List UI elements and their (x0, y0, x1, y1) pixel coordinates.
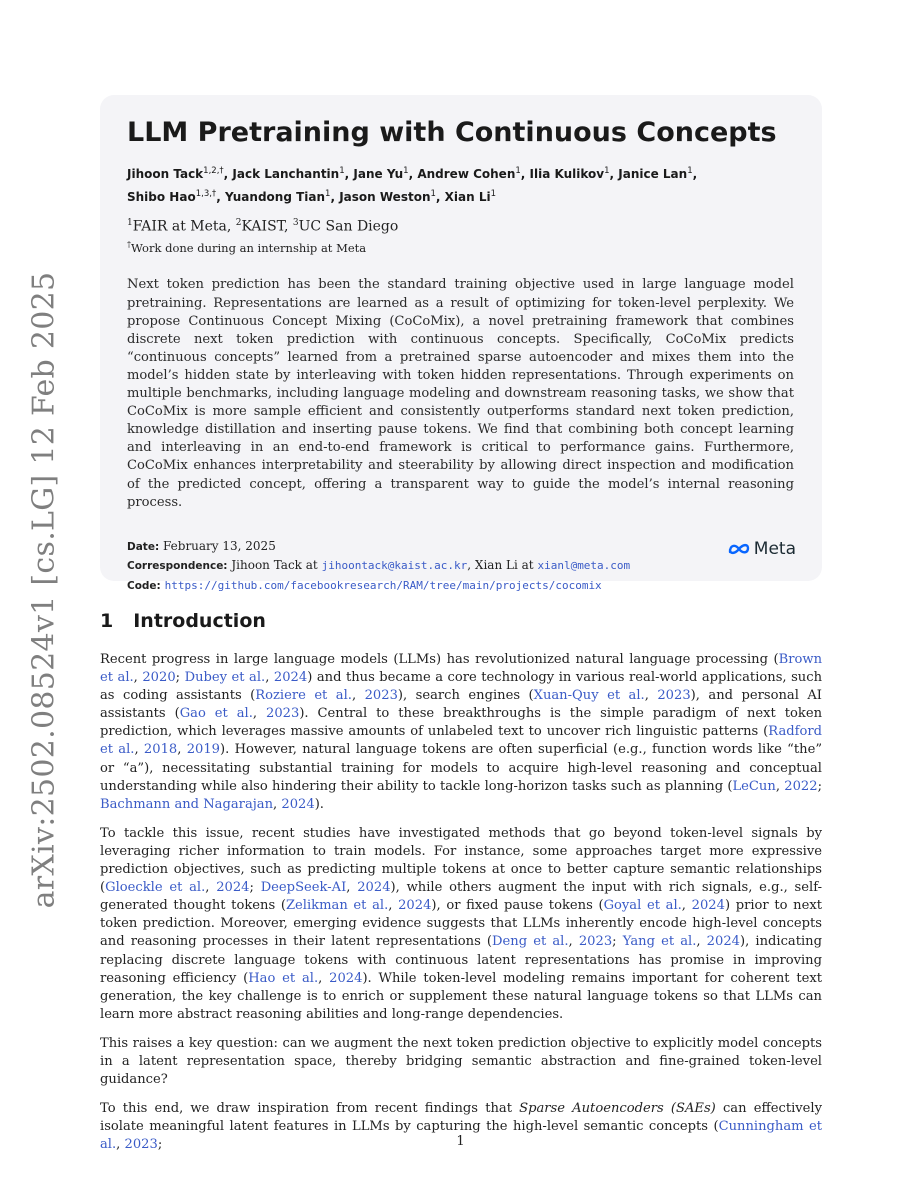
citation-link[interactable]: Deng et al. (492, 934, 569, 950)
affiliation-name: UC San Diego (298, 218, 399, 235)
date-label: Date: (127, 540, 160, 553)
citation-link[interactable]: 2023 (124, 1137, 158, 1153)
citation-link[interactable]: Zelikman et al. (285, 898, 389, 914)
correspondence-name-2: Xian Li (474, 558, 518, 573)
correspondence-at-1: at (305, 558, 318, 573)
citation-link[interactable]: 2024 (398, 898, 432, 914)
author (445, 190, 496, 204)
section-number: 1 (100, 610, 114, 632)
internship-note (127, 237, 794, 256)
citation-link[interactable]: 2024 (329, 970, 363, 986)
author: Jihoon Tack$^{1,2,\dagger}$, (127, 166, 229, 181)
code-label: Code: (127, 579, 161, 592)
author-name: Jane Yu (353, 167, 404, 181)
author-affiliation-mark: 1 (325, 189, 331, 199)
author-name: Ilia Kulikov (529, 167, 605, 181)
author-affiliation-mark: 1,2,† (203, 166, 224, 176)
author-affiliation-mark: 1 (604, 166, 610, 176)
emphasis: Sparse Autoencoders (SAEs) (519, 1101, 716, 1117)
section-title: Introduction (133, 610, 266, 632)
arxiv-sidebar (24, 271, 64, 909)
title-block (100, 95, 822, 592)
meta-logo-text: Meta (753, 539, 796, 559)
paragraph: To this end, we draw inspiration from recent findings that Sparse Autoencoders (SAEs) can effectively isolate meaningful latent features in LLMs by capturing the high-level semantic concepts (Cunningham et al., 2023; (100, 1101, 823, 1153)
author-affiliation-mark: 1 (339, 166, 345, 176)
note-text: Work done during an internship at Meta (131, 240, 367, 255)
author-name: Shibo Hao (127, 190, 196, 204)
author: Ilia Kulikov$^1$, (529, 166, 615, 181)
author-name: Jihoon Tack (127, 167, 204, 181)
correspondence-label: Correspondence: (127, 560, 228, 573)
affiliation-mark: 2 (235, 218, 242, 228)
author-name: Jason Weston (339, 190, 431, 204)
author-affiliation-mark: 1 (515, 166, 521, 176)
citation-link[interactable]: Brown et al. (100, 652, 822, 686)
citation-link[interactable]: Bachmann and Nagarajan (100, 796, 274, 812)
citation-link[interactable]: Cunningham et al. (100, 1119, 822, 1153)
meta-logo (727, 539, 796, 559)
paragraph: This raises a key question: can we augment the next token prediction objective to explicitly model concepts in a latent representation space, thereby bridging semantic abstraction and fine-grained token-level guidance? (100, 1035, 822, 1088)
citation-link[interactable]: 2022 (784, 778, 818, 794)
email-link-1[interactable]: jihoontack@kaist.ac.kr (321, 559, 468, 573)
date-value: February 13, 2025 (162, 538, 276, 553)
citation-link[interactable]: Roziere et al. (255, 688, 352, 704)
affiliation-mark: 3 (292, 218, 299, 228)
citation-link[interactable]: 2024 (281, 796, 315, 812)
paragraph: Recent progress in large language models (LLMs) has revolutionized natural language processing (Brown et al., 2020; Dubey et al., 2024) and thus became a core technology in various real-world applications, such as coding assistants (Roziere et al., 2023), search engines (Xuan-Quy et al., 2023), and personal AI assistants (Gao et al., 2023). Central to these breakthroughs is the simple paradigm of next token prediction, which leverages massive amounts of unlabeled text to uncover rich linguistic patterns (Radford et al., 2018, 2019). However, natural language tokens are often superficial (e.g., function words like “the” or “a”), necessitating substantial training for models to acquire high-level reasoning and conceptual understanding while also hindering their ability to tackle long-horizon tasks such as planning (LeCun, 2022; Bachmann and Nagarajan, 2024). (100, 652, 823, 812)
paragraph: To tackle this issue, recent studies have investigated methods that go beyond token-level signals by leveraging richer information to train models. For instance, some approaches target more expressive prediction objectives, such as predicting multiple tokens at once to better capture semantic relationships (Gloeckle et al., 2024; DeepSeek-AI, 2024), while others augment the input with rich signals, e.g., self-generated thought tokens (Zelikman et al., 2024), or fixed pause tokens (Goyal et al., 2024) prior to next token prediction. Moreover, emerging evidence suggests that LLMs inherently encode high-level concepts and reasoning processes in their latent representations (Deng et al., 2023; Yang et al., 2024), indicating replacing discrete language tokens with continuous latent representations has promise in improving reasoning efficiency (Hao et al., 2024). While token-level modeling remains important for coherent text generation, the key challenge is to enrich or supplement these natural language tokens so that LLMs can learn more abstract reasoning abilities and long-range dependencies. (100, 825, 823, 1022)
date-row (127, 537, 794, 557)
citation-link[interactable]: 2018 (143, 742, 178, 758)
citation-link[interactable]: 2023 (265, 706, 300, 722)
author-affiliation-mark: 1 (403, 166, 409, 176)
author-name: Andrew Cohen (417, 167, 516, 181)
affiliation-mark: 1 (127, 218, 133, 228)
citation-link[interactable]: 2023 (578, 934, 613, 950)
author-affiliation-mark: 1 (687, 166, 693, 176)
abstract: Next token prediction has been the standard training objective used in large language model pretraining. Representations are learned as a result of optimizing for token-level perplexity. We propose Continuous Concept Mixing (CoCoMix), a novel pretraining framework that combines discrete next token prediction with continuous concepts. Specifically, CoCoMix predicts “continuous concepts” learned from a pretrained sparse autoencoder and mixes them into the model’s hidden state by interleaving with token hidden representations. Through experiments on multiple benchmarks, including language modeling and downstream reasoning tasks, we show that CoCoMix is more sample efficient and consistently outperforms standard next token prediction, knowledge distillation and inserting pause tokens. We find that combining both concept learning and interleaving in an end-to-end framework is critical to performance gains. Furthermore, CoCoMix enhances interpretability and steerability by allowing direct inspection and modification of the predicted concept, offering a transparent way to guide the model’s internal reasoning process. (127, 277, 794, 510)
author: Jane Yu$^1$, (353, 166, 414, 181)
citation-link[interactable]: Goyal et al. (603, 898, 682, 914)
citation-link[interactable]: Gao et al. (179, 706, 253, 722)
citation-link[interactable]: Xuan-Quy et al. (533, 688, 645, 704)
citation-link[interactable]: 2024 (216, 880, 250, 896)
arxiv-id: arXiv:2502.08524v1 [cs.LG] 12 Feb 2025 (26, 271, 62, 909)
citation-link[interactable]: 2019 (186, 742, 221, 758)
citation-link[interactable]: Yang et al. (622, 934, 697, 950)
author-name: Janice Lan (618, 167, 688, 181)
citation-link[interactable]: 2023 (364, 688, 398, 704)
author: Janice Lan$^1$, (618, 166, 698, 181)
correspondence-row: Correspondence: Jihoon Tack at jihoontack@kaist.ac.kr, Xian Li at xianl@meta.com (127, 558, 631, 573)
section-heading (100, 610, 266, 632)
author: Andrew Cohen$^1$, (417, 166, 526, 181)
citation-link[interactable]: DeepSeek-AI (260, 880, 347, 896)
author-name: Yuandong Tian (224, 190, 326, 204)
note-mark: † (127, 239, 131, 249)
citation-link[interactable]: Gloeckle et al. (105, 880, 206, 896)
affiliation-name: KAIST (241, 218, 284, 235)
citation-link[interactable]: Hao et al. (248, 970, 319, 986)
paper-title: LLM Pretraining with Continuous Concepts (127, 117, 777, 148)
code-row (127, 576, 794, 596)
author: Yuandong Tian$^1$, (224, 189, 336, 204)
introduction-body (100, 651, 822, 1165)
author: Shibo Hao$^{1,3,\dagger}$, (127, 189, 221, 204)
page-number: 1 (456, 1134, 465, 1149)
author-list (127, 161, 794, 207)
citation-link[interactable]: 2023 (657, 688, 691, 704)
correspondence-name-1: Jihoon Tack (231, 558, 302, 573)
code-url-link[interactable]: https://github.com/facebookresearch/RAM/tree/main/projects/cocomix (164, 578, 602, 592)
author-affiliation-mark: 1 (490, 189, 497, 199)
affiliations: $^1$FAIR at Meta, $^2$KAIST, $^3$UC San Diego (127, 218, 399, 235)
author: Jason Weston$^1$, (339, 189, 441, 204)
correspondence-at-2: at (521, 558, 534, 573)
citation-link[interactable]: 2024 (691, 898, 725, 914)
citation-link[interactable]: 2024 (706, 934, 740, 950)
affiliation-name: FAIR at Meta (132, 218, 227, 235)
citation-link[interactable]: 2024 (273, 670, 308, 686)
author-name: Jack Lanchantin (232, 167, 340, 181)
citation-link[interactable]: Dubey et al. (184, 670, 266, 686)
author-name: Xian Li (444, 190, 491, 204)
citation-link[interactable]: LeCun (732, 778, 776, 794)
meta-infinity-icon (727, 542, 751, 556)
email-link-2[interactable]: xianl@meta.com (537, 559, 631, 573)
citation-link[interactable]: 2020 (142, 670, 176, 686)
author-affiliation-mark: 1 (430, 189, 436, 199)
citation-link[interactable]: Radford et al. (100, 724, 822, 758)
author: Jack Lanchantin$^1$, (232, 166, 350, 181)
citation-link[interactable]: 2024 (357, 880, 391, 896)
author-affiliation-mark: 1,3,† (195, 189, 217, 199)
